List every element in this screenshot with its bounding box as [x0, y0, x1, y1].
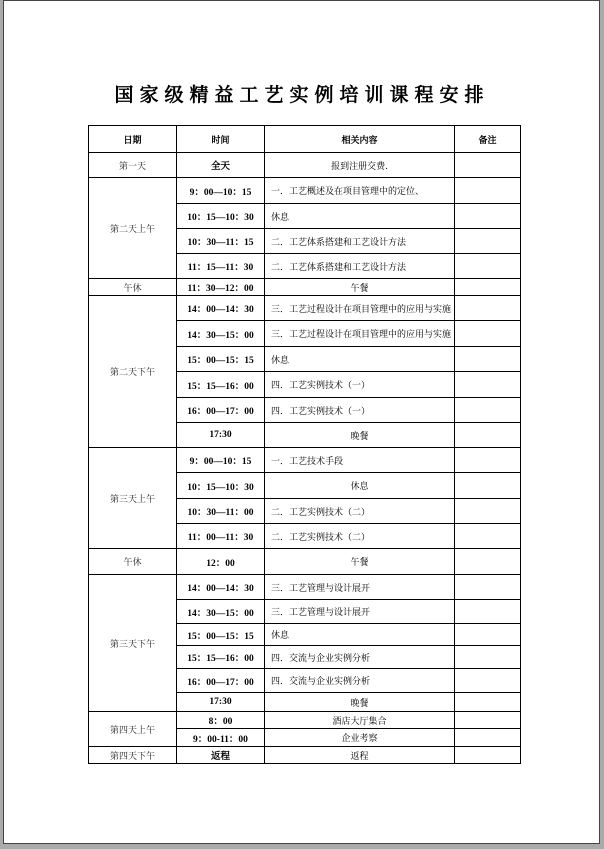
- time-cell: 14：00—14：30: [177, 296, 265, 321]
- date-cell: 第二天下午: [89, 296, 177, 448]
- note-cell: [455, 524, 521, 549]
- content-cell: 二．工艺体系搭建和工艺设计方法: [265, 229, 455, 254]
- time-cell: 11：15—11：30: [177, 254, 265, 279]
- content-cell: 休息: [265, 473, 455, 499]
- content-cell: 二．工艺实例技术（二）: [265, 524, 455, 549]
- content-cell: 四．交流与企业实例分析: [265, 646, 455, 669]
- time-cell: 10：15—10：30: [177, 473, 265, 499]
- note-cell: [455, 321, 521, 347]
- note-cell: [455, 600, 521, 624]
- content-cell: 午餐: [265, 279, 455, 296]
- content-cell: 返程: [265, 747, 455, 764]
- note-cell: [455, 549, 521, 575]
- time-cell: 14：30—15：00: [177, 321, 265, 347]
- time-cell: 16：00—17：00: [177, 669, 265, 693]
- date-cell: 第四天下午: [89, 747, 177, 764]
- content-cell: 四．交流与企业实例分析: [265, 669, 455, 693]
- note-cell: [455, 747, 521, 764]
- content-cell: 午餐: [265, 549, 455, 575]
- content-cell: 二．工艺体系搭建和工艺设计方法: [265, 254, 455, 279]
- time-cell: 全天: [177, 153, 265, 178]
- note-cell: [455, 729, 521, 747]
- table-header-row: [89, 126, 521, 153]
- note-cell: [455, 624, 521, 646]
- content-cell: 休息: [265, 347, 455, 372]
- time-cell: 15：00—15：15: [177, 347, 265, 372]
- note-cell: [455, 499, 521, 524]
- time-cell: 15：15—16：00: [177, 646, 265, 669]
- content-cell: 晚餐: [265, 423, 455, 448]
- table-row: [89, 153, 521, 178]
- table-row: [89, 296, 521, 321]
- note-cell: [455, 712, 521, 729]
- content-cell: 三．工艺管理与设计展开: [265, 575, 455, 600]
- content-cell: 晚餐: [265, 693, 455, 712]
- page-title: 国家级精益工艺实例培训课程安排: [114, 84, 490, 106]
- note-cell: [455, 575, 521, 600]
- note-cell: [455, 423, 521, 448]
- time-cell: 14：00—14：30: [177, 575, 265, 600]
- content-cell: 休息: [265, 204, 455, 229]
- note-cell: [455, 204, 521, 229]
- time-cell: 10：15—10：30: [177, 204, 265, 229]
- note-cell: [455, 448, 521, 473]
- time-cell: 11：00—11：30: [177, 524, 265, 549]
- note-cell: [455, 347, 521, 372]
- time-cell: 8：00: [177, 712, 265, 729]
- header-content: 相关内容: [265, 126, 455, 153]
- note-cell: [455, 254, 521, 279]
- content-cell: 企业考察: [265, 729, 455, 747]
- time-cell: 9：00—10：15: [177, 448, 265, 473]
- table-row: [89, 178, 521, 204]
- content-cell: 酒店大厅集合: [265, 712, 455, 729]
- header-note: 备注: [455, 126, 521, 153]
- content-cell: 四．工艺实例技术（一）: [265, 398, 455, 423]
- note-cell: [455, 473, 521, 499]
- note-cell: [455, 372, 521, 398]
- date-cell: 第四天上午: [89, 712, 177, 747]
- date-cell: 午休: [89, 279, 177, 296]
- content-cell: 三．工艺过程设计在项目管理中的应用与实施: [265, 321, 455, 347]
- time-cell: 17:30: [177, 693, 265, 712]
- note-cell: [455, 693, 521, 712]
- date-cell: 第三天上午: [89, 448, 177, 549]
- time-cell: 10：30—11：00: [177, 499, 265, 524]
- time-cell: 14：30—15：00: [177, 600, 265, 624]
- note-cell: [455, 646, 521, 669]
- note-cell: [455, 296, 521, 321]
- date-cell: 第一天: [89, 153, 177, 178]
- note-cell: [455, 229, 521, 254]
- note-cell: [455, 279, 521, 296]
- note-cell: [455, 669, 521, 693]
- note-cell: [455, 153, 521, 178]
- time-cell: 11：30—12：00: [177, 279, 265, 296]
- table-row: [89, 712, 521, 729]
- table-row: [89, 549, 521, 575]
- table-row: [89, 448, 521, 473]
- content-cell: 二．工艺实例技术（二）: [265, 499, 455, 524]
- content-cell: 三．工艺管理与设计展开: [265, 600, 455, 624]
- content-cell: 一．工艺技术手段: [265, 448, 455, 473]
- header-time: 时间: [177, 126, 265, 153]
- content-cell: 一．工艺概述及在项目管理中的定位、: [265, 178, 455, 204]
- date-cell: 第三天下午: [89, 575, 177, 712]
- header-date: 日期: [89, 126, 177, 153]
- table-row: [89, 747, 521, 764]
- schedule-table: [88, 125, 521, 764]
- time-cell: 返程: [177, 747, 265, 764]
- time-cell: 15：00—15：15: [177, 624, 265, 646]
- table-row: [89, 575, 521, 600]
- time-cell: 17:30: [177, 423, 265, 448]
- time-cell: 9：00-11：00: [177, 729, 265, 747]
- time-cell: 10：30—11：15: [177, 229, 265, 254]
- date-cell: 第二天上午: [89, 178, 177, 279]
- table-row: [89, 279, 521, 296]
- content-cell: 报到注册交费.: [265, 153, 455, 178]
- content-cell: 三．工艺过程设计在项目管理中的应用与实施: [265, 296, 455, 321]
- time-cell: 15：15—16：00: [177, 372, 265, 398]
- date-cell: 午休: [89, 549, 177, 575]
- note-cell: [455, 178, 521, 204]
- content-cell: 四．工艺实例技术（一）: [265, 372, 455, 398]
- time-cell: 16：00—17：00: [177, 398, 265, 423]
- time-cell: 12：00: [177, 549, 265, 575]
- time-cell: 9：00—10：15: [177, 178, 265, 204]
- content-cell: 休息: [265, 624, 455, 646]
- note-cell: [455, 398, 521, 423]
